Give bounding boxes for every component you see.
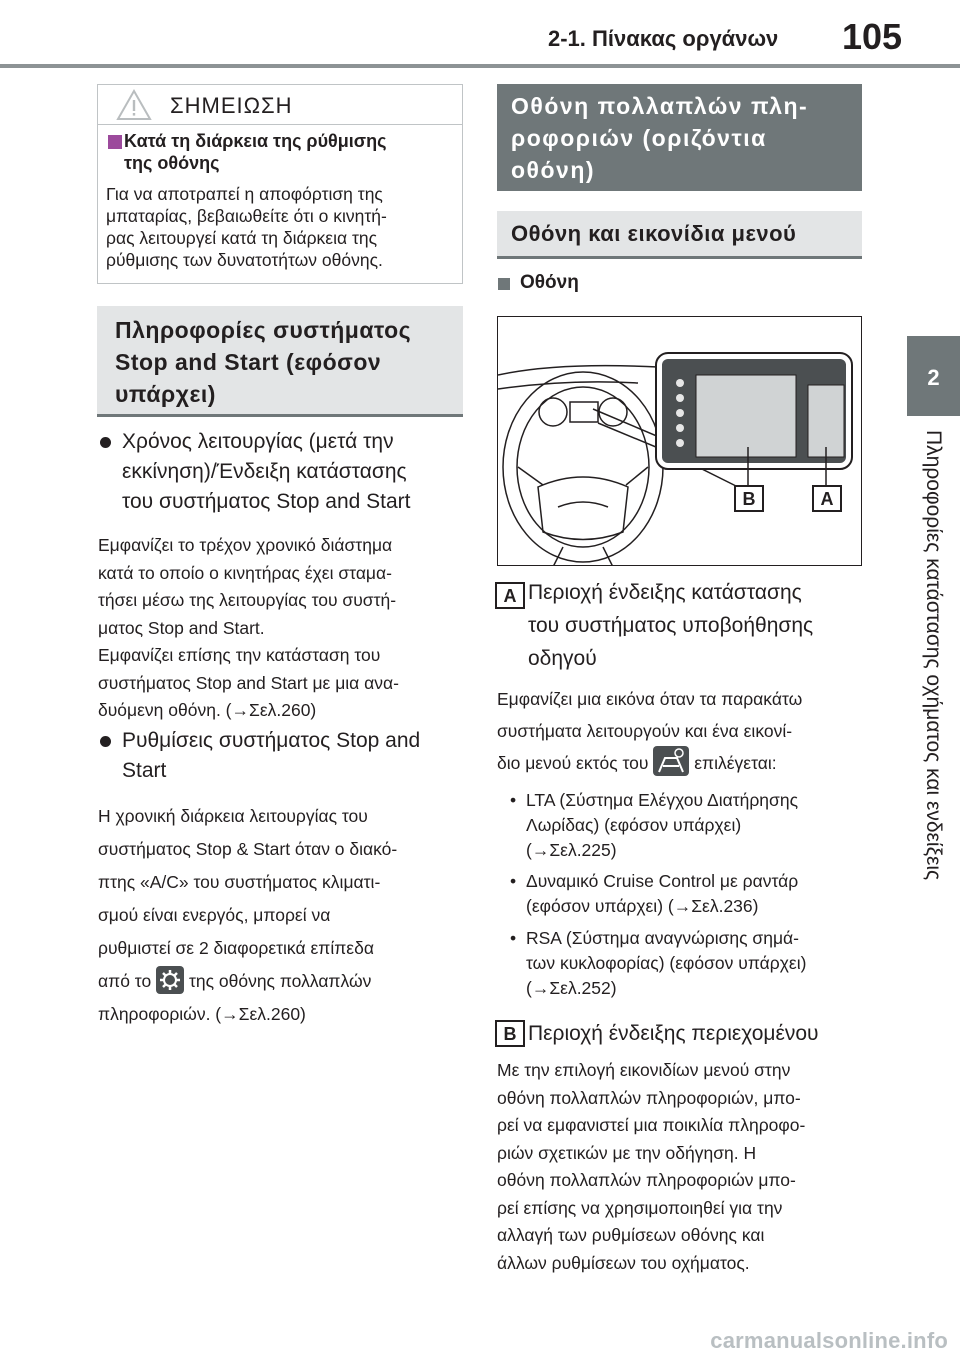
bullet-line: του συστήματος Stop and Start bbox=[122, 490, 411, 513]
section-title: 2-1. Πίνακας οργάνων bbox=[548, 26, 779, 51]
gear-settings-icon bbox=[156, 966, 184, 994]
bullet-line: εκκίνηση)/Ένδειξη κατάστασης bbox=[122, 460, 407, 483]
para-line: ρεί επίσης να χρησιμοποιηθεί για την bbox=[497, 1197, 783, 1218]
list-item bbox=[510, 788, 798, 863]
warning-triangle-icon bbox=[116, 89, 152, 121]
note-body bbox=[106, 183, 451, 271]
note-subheading bbox=[124, 130, 454, 174]
para-line: οθόνη πολλαπλών πληροφοριών μπο- bbox=[497, 1170, 796, 1190]
list-item bbox=[510, 926, 806, 1001]
bullet-dot bbox=[100, 437, 111, 448]
area-b-label: B bbox=[495, 1020, 525, 1047]
title-line: του συστήματος υποβοήθησης bbox=[528, 614, 814, 637]
para-line: κατά το οποίο ο κινητήρας έχει σταμα- bbox=[98, 562, 392, 583]
watermark: carmanualsonline.info bbox=[710, 1328, 948, 1353]
para-line: ριών σχετικών με την οδήγηση. Η bbox=[497, 1142, 757, 1163]
list-line: Δυναμικό Cruise Control με ραντάρ bbox=[526, 871, 799, 891]
note-line: Για να αποτραπεί η αποφόρτιση της bbox=[106, 184, 383, 204]
paragraph bbox=[98, 800, 397, 1031]
bullet-line: Χρόνος λειτουργίας (μετά την bbox=[122, 430, 394, 453]
bullet-heading bbox=[122, 427, 411, 517]
note-title: ΣΗΜΕΙΩΣΗ bbox=[170, 93, 293, 118]
driver-assist-icon bbox=[653, 746, 689, 776]
para-line: Εμφανίζει μια εικόνα όταν τα παρακάτω bbox=[497, 689, 803, 709]
area-a-title bbox=[528, 576, 813, 675]
list-line: RSA (Σύστημα αναγνώρισης σημά- bbox=[526, 928, 799, 948]
para-line: Εμφανίζει επίσης την κατάσταση του bbox=[98, 645, 381, 665]
list-line: LTA (Σύστημα Ελέγχου Διατήρησης bbox=[526, 790, 799, 810]
heading-line: οθόνη) bbox=[511, 157, 596, 183]
heading-line: ροφοριών (οριζόντια bbox=[511, 125, 767, 151]
heading-line: Πληροφορίες συστήματος bbox=[115, 317, 412, 343]
area-a-label: A bbox=[495, 582, 525, 609]
multi-info-display-heading bbox=[497, 84, 862, 191]
list-bullet: • bbox=[510, 928, 517, 948]
bullet-heading bbox=[122, 726, 420, 786]
para-line: τήσει μέσω της λειτουργίας του συστή- bbox=[98, 590, 397, 610]
note-subheading-line: Κατά τη διάρκεια της ρύθμισης bbox=[124, 131, 387, 151]
figure-label-a: A bbox=[812, 485, 842, 512]
para-line: συστήματος Stop and Start με μια ανα- bbox=[98, 672, 399, 693]
heading-text: Οθόνη και εικονίδια μενού bbox=[511, 221, 797, 246]
para-line: συστήματα λειτουργούν και ένα εικονί- bbox=[497, 721, 793, 741]
note-subheading-line: της οθόνης bbox=[124, 153, 220, 173]
para-text: της οθόνης πολλαπλών bbox=[188, 971, 372, 991]
header-rule bbox=[0, 64, 960, 68]
heading-line: Οθόνη πολλαπλών πλη- bbox=[511, 93, 809, 119]
chapter-tab[interactable]: 2 bbox=[907, 336, 960, 416]
para-text: από το bbox=[98, 971, 152, 991]
note-header bbox=[98, 85, 462, 125]
para-line: ματος Stop and Start. bbox=[98, 617, 265, 638]
list-line: Λωρίδας) (εφόσον υπάρχει) bbox=[526, 815, 742, 835]
para-line: Με την επιλογή εικονιδίων μενού στην bbox=[497, 1060, 791, 1080]
area-a-body bbox=[497, 683, 802, 783]
dashboard-illustration bbox=[498, 317, 862, 566]
para-line: Εμφανίζει το τρέχον χρονικό διάστημα bbox=[98, 535, 393, 555]
para-line: σμού είναι ενεργός, μπορεί να bbox=[98, 905, 331, 925]
dashboard-figure bbox=[497, 316, 862, 566]
para-text: επιλέγεται: bbox=[694, 753, 777, 773]
para-line: πληροφοριών. (→Σελ.260) bbox=[98, 1004, 306, 1024]
area-b-title: Περιοχή ένδειξης περιεχομένου bbox=[528, 1022, 819, 1045]
title-line: Περιοχή ένδειξης κατάστασης bbox=[528, 581, 802, 604]
para-line: Η χρονική διάρκεια λειτουργίας του bbox=[98, 806, 368, 826]
para-line bbox=[98, 965, 397, 998]
para-line: άλλων ρυθμίσεων του οχήματος. bbox=[497, 1252, 750, 1273]
list-bullet: • bbox=[510, 790, 517, 810]
bullet-line: Start bbox=[122, 759, 167, 782]
para-line bbox=[497, 747, 802, 783]
heading-line: υπάρχει) bbox=[115, 381, 216, 407]
note-box bbox=[97, 84, 463, 284]
heading-line: Stop and Start (εφόσον bbox=[115, 349, 382, 375]
chapter-label: Πληροφορίες κατάστασης οχήματος και ενδείξεις bbox=[922, 430, 945, 881]
para-line: οθόνη πολλαπλών πληροφοριών, μπο- bbox=[497, 1087, 801, 1108]
stop-start-heading bbox=[97, 306, 463, 417]
heading-marker bbox=[498, 278, 510, 290]
list-line: (εφόσον υπάρχει) (→Σελ.236) bbox=[526, 896, 759, 916]
screen-icons-heading bbox=[497, 211, 862, 259]
note-line: ρας λειτουργεί κατά τη διάρκεια της bbox=[106, 228, 378, 248]
para-line: ρεί να εμφανιστεί μια ποικιλία πληροφο- bbox=[497, 1115, 806, 1135]
subheading-marker bbox=[108, 135, 122, 149]
para-line: πτης «A/C» του συστήματος κλιματι- bbox=[98, 872, 381, 892]
area-b-body bbox=[497, 1057, 805, 1277]
para-line: ρυθμιστεί σε 2 διαφορετικά επίπεδα bbox=[98, 938, 374, 958]
note-line: ρύθμισης των δυνατοτήτων οθόνης. bbox=[106, 250, 383, 270]
para-line: αλλαγή των ρυθμίσεων οθόνης και bbox=[497, 1225, 765, 1245]
page-number: 105 bbox=[842, 16, 903, 57]
bullet-dot bbox=[100, 736, 111, 747]
list-line: των κυκλοφορίας) (εφόσον υπάρχει) bbox=[526, 953, 807, 973]
note-line: μπαταρίας, βεβαιωθείτε ότι ο κινητή- bbox=[106, 206, 387, 226]
list-bullet: • bbox=[510, 871, 517, 891]
screen-heading: Οθόνη bbox=[520, 272, 579, 293]
para-line: συστήματος Stop & Start όταν ο διακό- bbox=[98, 839, 398, 859]
figure-label-b: B bbox=[734, 485, 764, 512]
para-text: διο μενού εκτός του bbox=[497, 753, 649, 773]
list-item bbox=[510, 869, 798, 919]
list-line: (→Σελ.225) bbox=[526, 840, 617, 860]
title-line: οδηγού bbox=[528, 647, 597, 670]
paragraph bbox=[98, 532, 399, 725]
bullet-line: Ρυθμίσεις συστήματος Stop and bbox=[122, 729, 421, 752]
list-line: (→Σελ.252) bbox=[526, 978, 617, 998]
para-line: δυόμενη οθόνη. (→Σελ.260) bbox=[98, 700, 317, 720]
